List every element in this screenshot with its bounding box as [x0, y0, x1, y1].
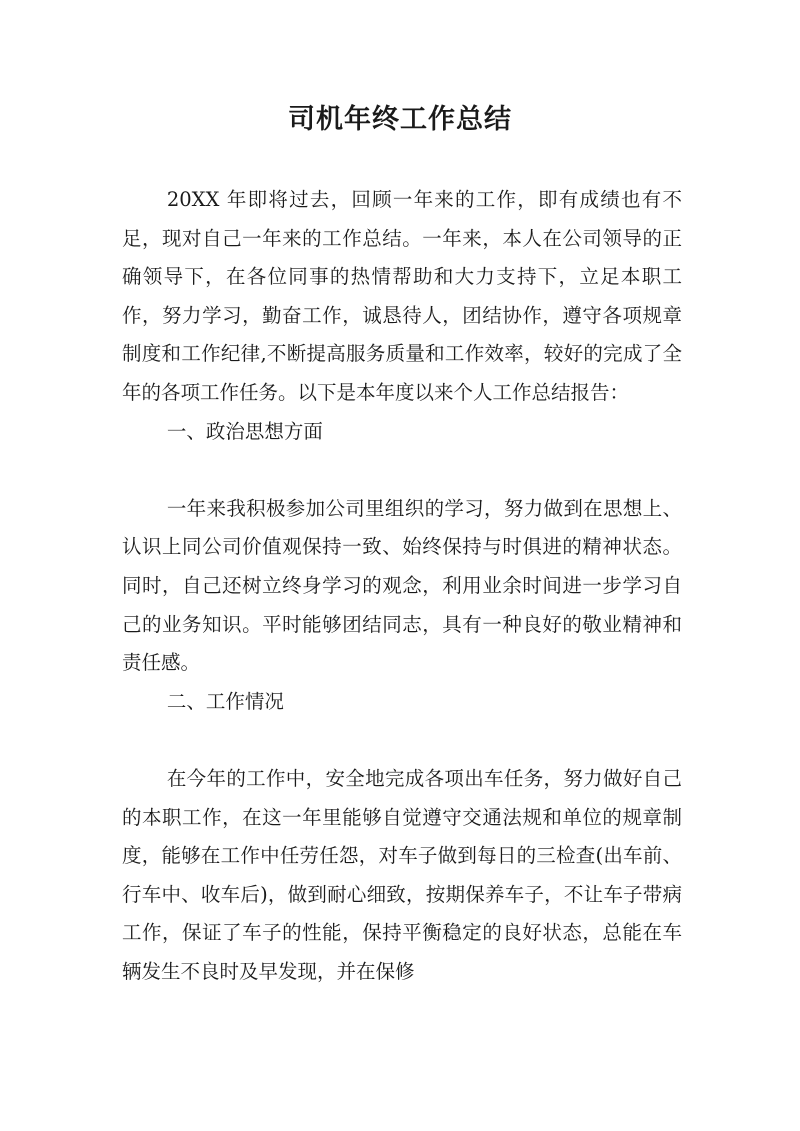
- paragraph-spacer: [122, 721, 682, 760]
- section-paragraph-political: 一年来我积极参加公司里组织的学习，努力做到在思想上、认识上同公司价值观保持一致、始终保持与时俱进的精神状态。同时，自己还树立终身学习的观念，利用业余时间进一步学习自己的业务知识。平时能够团结同志，具有一种良好的敬业精神和责任感。: [122, 496, 682, 675]
- section-heading-political: 一、政治思想方面: [166, 419, 323, 443]
- document-body: [122, 181, 682, 991]
- intro-paragraph: 20XX 年即将过去，回顾一年来的工作，即有成绩也有不足，现对自己一年来的工作总结。一年来，本人在公司领导的正确领导下，在各位同事的热情帮助和大力支持下，立足本职工作，努力学习，勤奋工作，诚恳待人，团结协作，遵守各项规章制度和工作纪律,不断提高服务质量和工作效率，较好的完成了全年的各项工作任务。以下是本年度以来个人工作总结报告：: [122, 188, 682, 404]
- document-title: 司机年终工作总结: [288, 104, 512, 135]
- section-heading-work: 二、工作情况: [166, 689, 284, 713]
- paragraph-spacer: [122, 451, 682, 490]
- section-paragraph-work: 在今年的工作中，安全地完成各项出车任务，努力做好自己的本职工作，在这一年里能够自觉遵守交通法规和单位的规章制度，能够在工作中任劳任怨，对车子做到每日的三检查(出车前、行车中、收车后)，做到耐心细致，按期保养车子，不让车子带病工作，保证了车子的性能，保持平衡稳定的良好状态，总能在车辆发生不良时及早发现，并在保修: [122, 766, 682, 983]
